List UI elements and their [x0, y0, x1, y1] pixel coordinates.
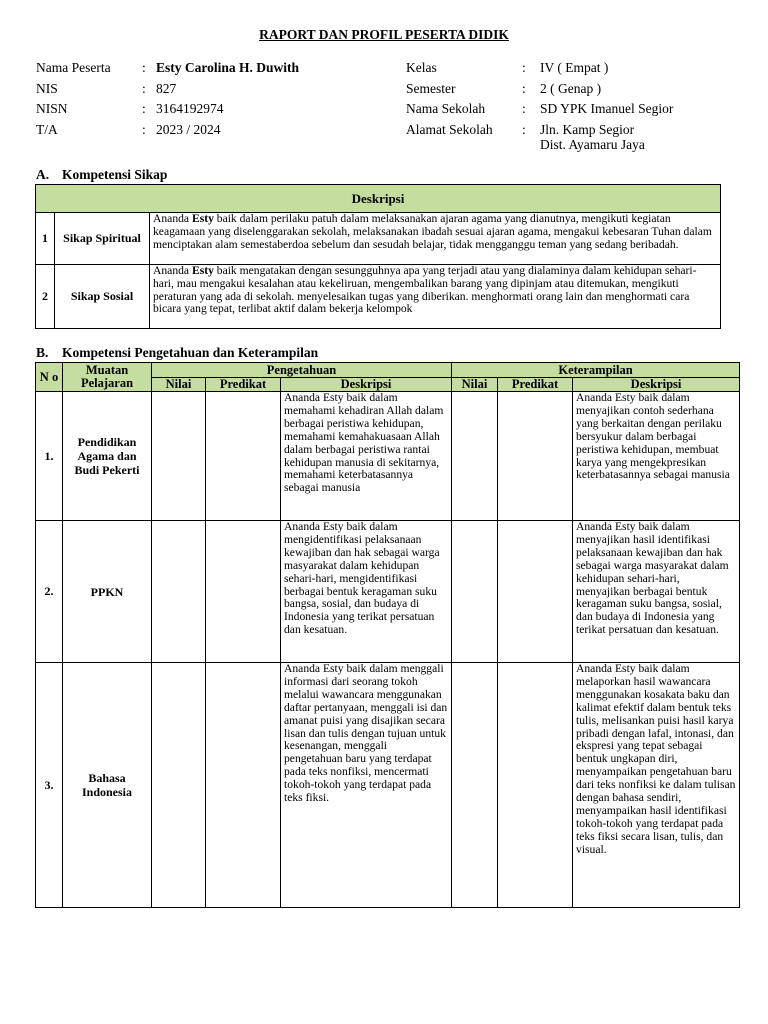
pengetahuan-nilai: [152, 392, 206, 521]
row-number: 2.: [36, 521, 63, 663]
alamat-line-1: Jln. Kamp Segior: [540, 121, 635, 137]
keterampilan-predikat: [498, 521, 573, 663]
student-name: Esty: [191, 212, 214, 225]
colon: :: [522, 101, 526, 116]
colon: :: [142, 80, 146, 96]
value-semester: 2 ( Genap ): [540, 80, 602, 96]
identity-row: [36, 101, 736, 122]
pengetahuan-deskripsi: Ananda Esty baik dalam menggali informasi dari seorang tokoh melalui wawancara menggunakan daftar pertanyaan, menggali isi dan amanat puisi yang disajikan secara lisan dan tulis dengan tujuan untuk kesenangan, menggali pengetahuan baru yang terdapat pada teks nonfiksi, mencermati tokoh-tokoh yang terdapat pada teks fiksi.: [281, 663, 452, 908]
colon: :: [142, 60, 146, 75]
section-title: Kompetensi Sikap: [62, 167, 168, 182]
header-nilai: Nilai: [152, 378, 206, 392]
pengetahuan-deskripsi: Ananda Esty baik dalam memahami kehadiran Allah dalam berbagai peristiwa kehidupan, memahami kemahakuasaan Allah dalam berbagai peristiwa rantai kehidupan manusia di sekitarnya, memahami keterbatasannya sebagai manusia: [281, 392, 452, 521]
keterampilan-nilai: [452, 392, 498, 521]
label-nis: NIS: [36, 80, 58, 96]
mapel-name: Pendidikan Agama dan Budi Pekerti: [63, 392, 152, 521]
kompetensi-pengetahuan-table: [35, 362, 740, 908]
keterampilan-predikat: [498, 663, 573, 908]
keterampilan-deskripsi: Ananda Esty baik dalam menyajikan hasil identifikasi pelaksanaan kewajiban dan hak sebagai warga masyarakat dalam kehidupan sehari-hari, menyajikan berbagai bentuk keragaman suku bangsa, sosial, dan budaya di Indonesia yang terikat persatuan dan kesatuan.: [573, 521, 740, 663]
identity-row: [36, 81, 736, 102]
colon: :: [522, 121, 526, 137]
table-row: [36, 213, 721, 265]
value-nama-sekolah: SD YPK Imanuel Segior: [540, 101, 674, 116]
kompetensi-sikap-table: [35, 184, 721, 329]
section-title: Kompetensi Pengetahuan dan Keterampilan: [62, 345, 319, 360]
keterampilan-nilai: [452, 663, 498, 908]
student-name: Esty: [191, 264, 214, 277]
deskripsi-header: Deskripsi: [36, 185, 721, 213]
alamat-line-2: Dist. Ayamaru Jaya: [540, 136, 645, 152]
section-letter: B.: [36, 345, 49, 360]
colon: :: [142, 121, 146, 137]
desc-post: baik dalam perilaku patuh dalam melaksanakan ajaran agama yang dianutnya, mengikuti kegiatan keagamaan yang diselenggarakan sekolah, melaksanakan ibadah sesuai ajaran agama, mengakui kebesaran Tuhan dalam menciptakan alam semestaberdoa sebelum dan sesudah belajar, tidak mengganggu teman yang sedang beribadah.: [153, 212, 712, 251]
colon: :: [522, 80, 526, 96]
header-nilai: Nilai: [452, 378, 498, 392]
pengetahuan-predikat: [206, 521, 281, 663]
header-predikat: Predikat: [206, 378, 281, 392]
row-number: 1.: [36, 392, 63, 521]
table-row: [36, 521, 740, 663]
section-b-heading: [36, 345, 318, 361]
header-deskripsi: Deskripsi: [281, 378, 452, 392]
sikap-description: [150, 213, 721, 265]
mapel-name: PPKN: [63, 521, 152, 663]
label-nama-sekolah: Nama Sekolah: [406, 101, 486, 116]
pengetahuan-deskripsi: Ananda Esty baik dalam mengidentifikasi pelaksanaan kewajiban dan hak sebagai warga masyarakat dalam kehidupan sehari-hari, mengidentifikasi berbagai bentuk keragaman suku bangsa, sosial, dan budaya di Indonesia yang terikat persatuan dan kesatuan.: [281, 521, 452, 663]
keterampilan-deskripsi: Ananda Esty baik dalam melaporkan hasil wawancara menggunakan kosakata baku dan kalimat efektif dalam bentuk teks tulis, melisankan puisi hasil karya pribadi dengan lafal, intonasi, dan ekspresi yang tepat sebagai bentuk ungkapan diri, menyampaikan pengetahuan baru dari teks nonfiksi ke dalam tulisan dengan bahasa sendiri, menyampaikan hasil identifikasi tokoh-tokoh yang terdapat pada teks fiksi secara lisan, tulis, dan visual.: [573, 663, 740, 908]
mapel-name: Bahasa Indonesia: [63, 663, 152, 908]
pengetahuan-nilai: [152, 521, 206, 663]
pengetahuan-nilai: [152, 663, 206, 908]
desc-pre: Ananda: [153, 264, 192, 277]
aspek-label: Sikap Spiritual: [55, 213, 150, 265]
identity-row: [36, 60, 736, 81]
header-deskripsi: Deskripsi: [573, 378, 740, 392]
label-semester: Semester: [406, 80, 456, 96]
value-alamat-sekolah: [540, 122, 720, 156]
colon: :: [142, 101, 146, 116]
keterampilan-deskripsi: Ananda Esty baik dalam menyajikan contoh sederhana yang berkaitan dengan perilaku bersyukur dalam berbagai peristiwa kehidupan, membuat karya yang mengekpresikan keterbatasannya sebagai manusia: [573, 392, 740, 521]
page-title: RAPORT DAN PROFIL PESERTA DIDIK: [259, 27, 509, 42]
identity-row: [36, 122, 736, 156]
value-nis: 827: [156, 80, 177, 96]
label-ta: T/A: [36, 121, 58, 137]
row-number: 1: [36, 213, 55, 265]
table-row: [36, 392, 740, 521]
keterampilan-nilai: [452, 521, 498, 663]
header-muatan-pelajaran: Muatan Pelajaran: [63, 363, 152, 392]
label-nisn: NISN: [36, 101, 68, 116]
label-alamat-sekolah: Alamat Sekolah: [406, 121, 493, 137]
keterampilan-predikat: [498, 392, 573, 521]
student-identity: [36, 60, 736, 156]
header-pengetahuan: Pengetahuan: [152, 363, 452, 378]
desc-post: baik mengatakan dengan sesungguhnya apa yang terjadi atau yang dialaminya dalam kehidupan sehari-hari, mau mengakui kesalahan atau kekeliruan, mengembalikan barang yang dipinjam atau ditemukan, mengikuti peraturan yang ada di sekolah. menyelesaikan tugas yang diberikan. menghormati orang lain dan menghormati cara bicara yang tepat, terlibat aktif dalam bekerja kelompok: [153, 264, 697, 316]
header-predikat: Predikat: [498, 378, 573, 392]
row-number: 3.: [36, 663, 63, 908]
colon: :: [522, 60, 526, 75]
table-row: [36, 265, 721, 329]
pengetahuan-predikat: [206, 663, 281, 908]
table-row: [36, 663, 740, 908]
section-a-heading: [36, 167, 167, 183]
header-no: N o: [36, 363, 63, 392]
aspek-label: Sikap Sosial: [55, 265, 150, 329]
header-keterampilan: Keterampilan: [452, 363, 740, 378]
section-letter: A.: [36, 167, 50, 182]
sikap-description: [150, 265, 721, 329]
label-kelas: Kelas: [406, 60, 437, 75]
pengetahuan-predikat: [206, 392, 281, 521]
desc-pre: Ananda: [153, 212, 192, 225]
value-kelas: IV ( Empat ): [540, 60, 609, 75]
label-nama-peserta: Nama Peserta: [36, 60, 111, 75]
value-nisn: 3164192974: [156, 101, 224, 116]
value-ta: 2023 / 2024: [156, 121, 221, 137]
row-number: 2: [36, 265, 55, 329]
value-nama-peserta: Esty Carolina H. Duwith: [156, 60, 300, 75]
